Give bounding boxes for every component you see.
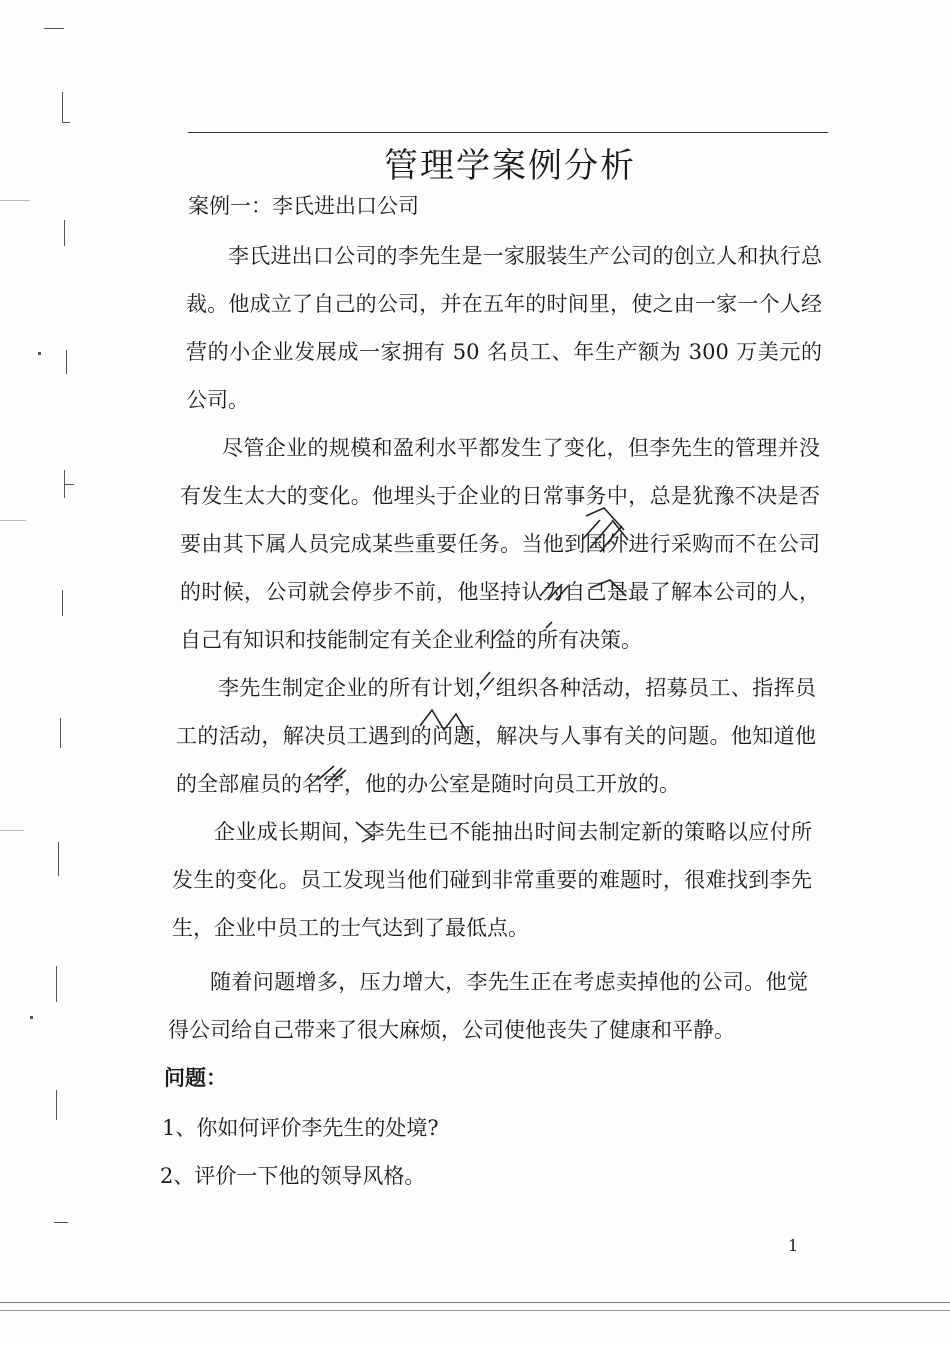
header-rule (188, 132, 828, 133)
case-title: 案例一：李氏进出口公司 (188, 194, 419, 218)
document-title: 管理学案例分析 (384, 146, 636, 186)
paragraph-3: 李先生制定企业的所有计划，组织各种活动，招募员工、指挥员工的活动，解决员工遇到的问题，解决与人事有关的问题。他知道他的全部雇员的名字，他的办公室是随时向员工开放的。 (176, 676, 816, 796)
scan-margin-artifacts (0, 0, 90, 1345)
footer-rule-secondary (0, 1310, 950, 1311)
paragraph-5: 随着问题增多，压力增大，李先生正在考虑卖掉他的公司。他觉得公司给自己带来了很大麻烦，公司使他丧失了健康和平静。 (168, 970, 808, 1042)
question-2: 2、评价一下他的领导风格。 (160, 1164, 426, 1188)
paragraph-4: 企业成长期间，李先生已不能抽出时间去制定新的策略以应付所发生的变化。员工发现当他们碰到非常重要的难题时，很难找到李先生，企业中员工的士气达到了最低点。 (172, 820, 812, 940)
questions-heading: 问题： (164, 1065, 227, 1090)
question-1: 1、你如何评价李先生的处境? (162, 1116, 439, 1140)
page-number: 1 (788, 1236, 799, 1255)
paragraph-2: 尽管企业的规模和盈利水平都发生了变化，但李先生的管理并没有发生太大的变化。他埋头于企业的日常事务中，总是犹豫不决是否要由其下属人员完成某些重要任务。当他到国外进行采购而不在公司的时候，公司就会停步不前，他坚持认为自己是最了解本公司的人，自己有知识和技能制定有关企业利益的所有决策。 (180, 436, 820, 652)
paragraph-1: 李氏进出口公司的李先生是一家服装生产公司的创立人和执行总裁。他成立了自己的公司，并在五年的时间里，使之由一家一个人经营的小企业发展成一家拥有 50 名员工、年生产额为 300 万美元的公司。 (186, 244, 822, 412)
footer-rule (0, 1302, 950, 1303)
